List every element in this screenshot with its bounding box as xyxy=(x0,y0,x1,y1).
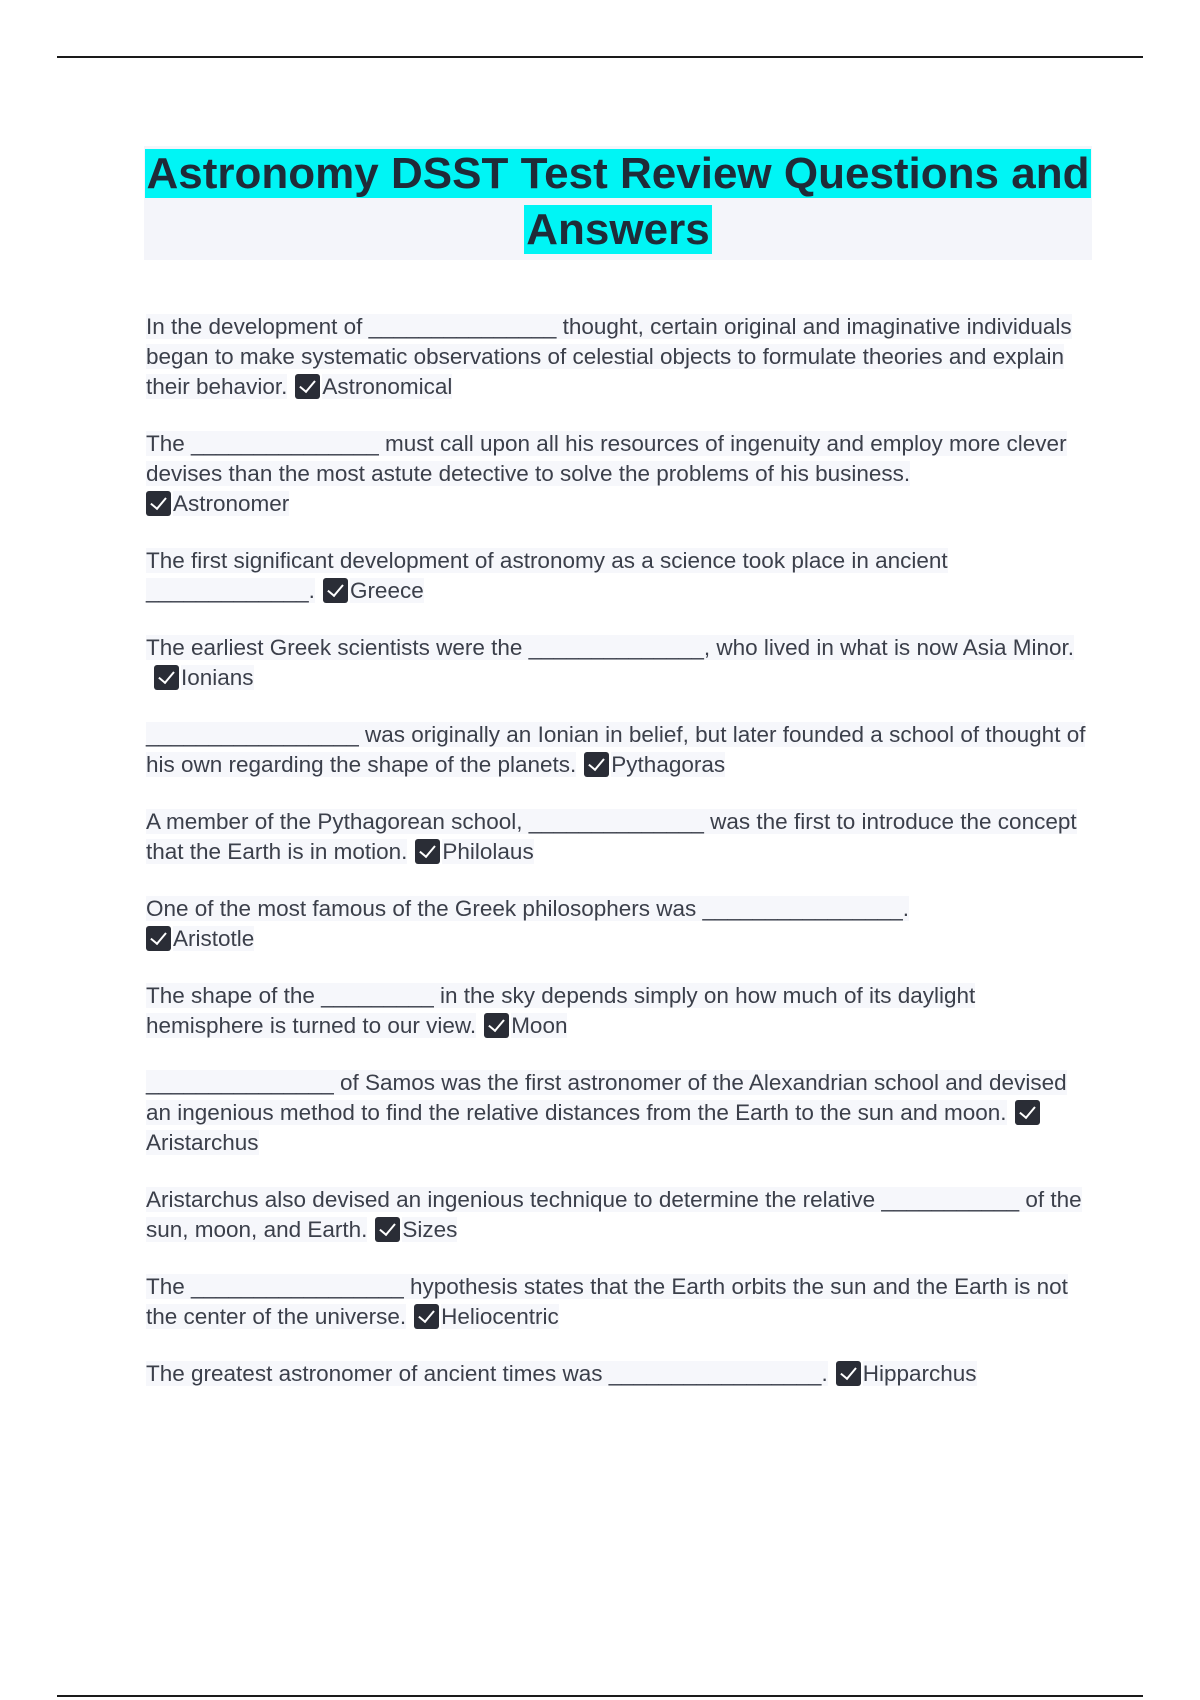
bottom-rule xyxy=(57,1695,1143,1697)
question-text: Aristarchus also devised an ingenious technique to determine the relative ___________ of the sun, moon, and Earth. xyxy=(146,1187,1082,1242)
answer-text: Sizes xyxy=(402,1217,458,1242)
checkmark-icon xyxy=(414,1304,439,1329)
qa-item xyxy=(146,1359,1096,1389)
answer-text: Philolaus xyxy=(442,839,534,864)
qa-item xyxy=(146,1185,1096,1245)
answer-text: Astronomical xyxy=(322,374,453,399)
qa-item xyxy=(146,1068,1096,1158)
question-text: The shape of the _________ in the sky depends simply on how much of its daylight hemisphere is turned to our view. xyxy=(146,983,976,1038)
qa-item xyxy=(146,633,1096,693)
checkmark-icon xyxy=(484,1013,509,1038)
checkmark-icon xyxy=(584,752,609,777)
qa-item xyxy=(146,981,1096,1041)
checkmark-icon xyxy=(1015,1100,1040,1125)
answer-text: Aristarchus xyxy=(146,1130,259,1155)
checkmark-icon xyxy=(146,491,171,516)
checkmark-icon xyxy=(415,839,440,864)
answer-text: Aristotle xyxy=(173,926,255,951)
answer-text: Astronomer xyxy=(173,491,290,516)
answer-text: Ionians xyxy=(181,665,254,690)
checkmark-icon xyxy=(154,665,179,690)
question-text: _______________ of Samos was the first astronomer of the Alexandrian school and devised an ingenious method to find the relative distances from the Earth to the sun and moon. xyxy=(146,1070,1067,1125)
qa-item xyxy=(146,312,1096,402)
qa-item xyxy=(146,807,1096,867)
checkmark-icon xyxy=(295,374,320,399)
page-title: Astronomy DSST Test Review Questions and Answers xyxy=(146,149,1090,254)
top-rule xyxy=(57,56,1143,58)
qa-item xyxy=(146,429,1096,519)
question-text: The first significant development of astronomy as a science took place in ancient _____________. xyxy=(146,548,948,603)
question-text: The _______________ must call upon all his resources of ingenuity and employ more clever devises than the most astute detective to solve the problems of his business. xyxy=(146,431,1067,486)
question-text: In the development of _______________ thought, certain original and imaginative individuals began to make systematic observations of celestial objects to formulate theories and explain their behavior. xyxy=(146,314,1072,399)
qa-item xyxy=(146,720,1096,780)
question-text: The _________________ hypothesis states that the Earth orbits the sun and the Earth is not the center of the universe. xyxy=(146,1274,1068,1329)
qa-item xyxy=(146,894,1096,954)
qa-item xyxy=(146,546,1096,606)
answer-text: Pythagoras xyxy=(611,752,726,777)
question-text: The earliest Greek scientists were the ______________, who lived in what is now Asia Minor. xyxy=(146,635,1075,660)
answer-text: Hipparchus xyxy=(862,1361,977,1386)
question-text: The greatest astronomer of ancient times was _________________. xyxy=(146,1361,828,1386)
answer-text: Heliocentric xyxy=(441,1304,559,1329)
checkmark-icon xyxy=(375,1217,400,1242)
answer-text: Greece xyxy=(349,578,424,603)
qa-list xyxy=(146,312,1096,1416)
question-text: _________________ was originally an Ionian in belief, but later founded a school of thought of his own regarding the shape of the planets. xyxy=(146,722,1086,777)
checkmark-icon xyxy=(836,1361,861,1386)
checkmark-icon xyxy=(323,578,348,603)
checkmark-icon xyxy=(146,926,171,951)
question-text: One of the most famous of the Greek philosophers was ________________. xyxy=(146,896,910,921)
question-text: A member of the Pythagorean school, ______________ was the first to introduce the concept that the Earth is in motion. xyxy=(146,809,1077,864)
title-block xyxy=(144,146,1092,260)
answer-text: Moon xyxy=(511,1013,568,1038)
qa-item xyxy=(146,1272,1096,1332)
